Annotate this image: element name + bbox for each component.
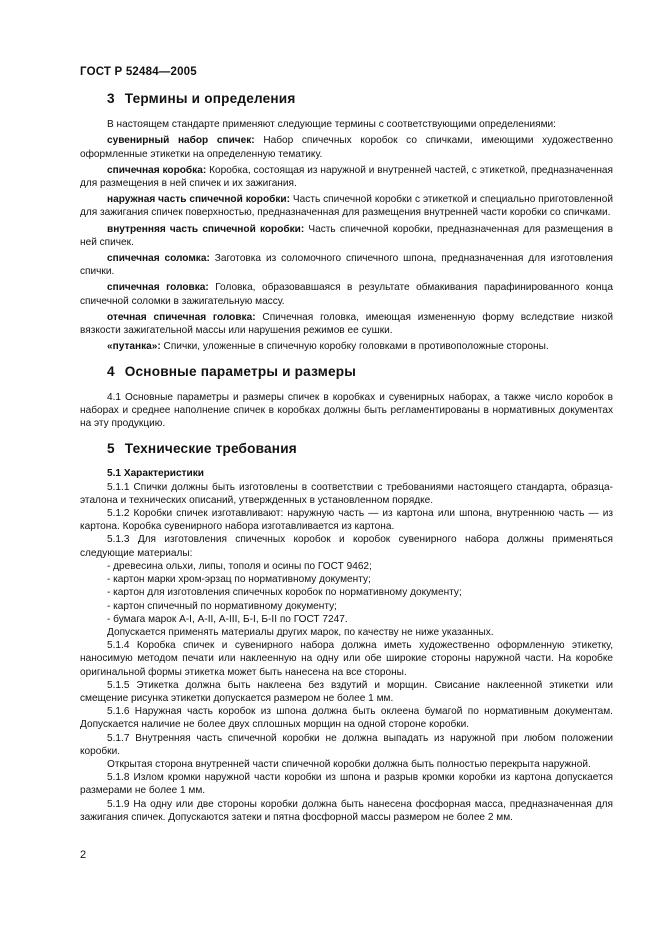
clause-5-1-9: 5.1.9 На одну или две стороны коробки должна быть нанесена фосфорная масса, предназначенная для зажигания спичек. Допускаются затеки и пятна фосфорной массы размером не более 2 мм. (80, 798, 613, 823)
term-definition (80, 252, 613, 278)
clause-5-1-4: 5.1.4 Коробка спичек и сувенирного набора должна иметь художественно оформленную этикетку, наносимую методом печати или наклеенную на одну или обе широкие стороны наружной части. На коробке оригинальной формы этикетка может быть нанесена на все стороны. (80, 640, 613, 678)
section-3-heading (80, 92, 613, 105)
list-item: - картон спичечный по нормативному документу; (107, 600, 337, 612)
clause-5-1-7: 5.1.7 Внутренняя часть спичечной коробки не должна выпадать из наружной при любом положении коробки. (80, 732, 613, 757)
term-definition (80, 311, 613, 337)
term: спичечная головка: (107, 282, 209, 294)
section-number: 5 (107, 441, 115, 457)
term: спичечная соломка: (107, 253, 210, 265)
clause-5-1-2: 5.1.2 Коробки спичек изготавливают: наружную часть — из картона или шпона, внутреннюю часть — из картона. Коробка сувенирного набора изготавливается из картона. (80, 508, 613, 533)
definition: Набор спичечных коробок со спичками, имеющими художественно оформленные этикетки на определенную тематику. (80, 135, 613, 160)
subsection-5-1-heading: 5.1 Характеристики (107, 468, 204, 480)
section-3-intro: В настоящем стандарте применяют следующие термины с соответствующими определениями: (107, 119, 556, 131)
clause-5-1-3: 5.1.3 Для изготовления спичечных коробок и коробок сувенирного набора должны применяться следующие материалы: (80, 534, 613, 559)
term-definition (80, 340, 613, 353)
clause-5-1-8: 5.1.8 Излом кромки наружной части коробки из шпона и разрыв кромки коробки из картона допускается размерами не более 1 мм. (80, 772, 613, 797)
definition: Часть спичечной коробки с этикеткой и специально приготовленной для зажигания спичек поверхностью, предназначенная для размещения внутренней части коробки со спичками. (80, 194, 613, 219)
term: внутренняя часть спичечной коробки: (107, 223, 305, 235)
section-4-heading (80, 365, 613, 378)
term: спичечная коробка: (107, 164, 207, 176)
clause-5-1-5: 5.1.5 Этикетка должна быть наклеена без вздутий и морщин. Свисание наклеенной этикетки или смещение рисунка этикетки допускается размером не более 1 мм. (80, 679, 613, 704)
definition: Коробка, состоящая из наружной и внутренней частей, с этикеткой, предназначенная для размещения в ней спичек и их зажигания. (80, 164, 613, 190)
materials-list (80, 560, 613, 626)
list-item: - картон марки хром-эрзац по нормативному документу; (107, 574, 371, 586)
list-item: - древесина ольхи, липы, тополя и осины по ГОСТ 9462; (107, 560, 372, 572)
section-title: Основные параметры и размеры (124, 364, 357, 380)
page-number: 2 (80, 849, 87, 861)
definition: Часть спичечной коробки, предназначенная для размещения в ней спичек. (80, 223, 613, 248)
term: наружная часть спичечной коробки: (107, 194, 290, 206)
clause-5-1-7-note: Открытая сторона внутренней части спичечной коробки должна быть полностью перекрыта наружной. (107, 758, 591, 770)
list-item: - бумага марок А-I, А-II, А-III, Б-I, Б-II по ГОСТ 7247. (107, 613, 348, 625)
clause-5-1-1: 5.1.1 Спички должны быть изготовлены в соответствии с требованиями настоящего стандарта, образца-эталона и технических описаний, утвержденных в установленном порядке. (80, 481, 613, 506)
section-title: Термины и определения (124, 91, 296, 106)
document-body (80, 92, 613, 824)
section-number: 3 (107, 91, 115, 106)
definition: Спички, уложенные в спичечную коробку головками в противоположные стороны. (160, 341, 549, 353)
term-definition (80, 193, 613, 219)
section-title: Технические требования (124, 441, 297, 457)
term-definition (80, 223, 613, 249)
clause-4-1: 4.1 Основные параметры и размеры спичек в коробках и сувенирных наборах, а также число коробок в наборах и среднее наполнение спичек в коробках должны быть регламентированы в нормативных документах на эту продукцию. (80, 391, 613, 430)
definition: Заготовка из соломочного спичечного шпона, предназначенная для изготовления спички. (80, 253, 613, 278)
section-number: 4 (107, 364, 115, 380)
definition: Головка, образовавшаяся в результате обмакивания парафинированного конца спичечной соломки в зажигательную массу. (80, 282, 613, 307)
list-item: - картон для изготовления спичечных коробок по нормативному документу; (107, 587, 462, 599)
section-5-heading (80, 442, 613, 455)
term: отечная спичечная головка: (107, 311, 256, 323)
definition: Спичечная головка, имеющая измененную форму вследствие низкой вязкости зажигательной массы или нарушения режимов ее сушки. (80, 311, 613, 337)
term: сувенирный набор спичек: (107, 135, 255, 147)
document-header: ГОСТ Р 52484—2005 (80, 66, 197, 78)
term: «путанка»: (107, 341, 161, 353)
term-definition (80, 134, 613, 160)
clause-5-1-3-note: Допускается применять материалы других марок, по качеству не ниже указанных. (107, 626, 494, 638)
clause-5-1-6: 5.1.6 Наружная часть коробок из шпона должна быть оклеена бумагой по нормативным документам. Допускается наличие не более двух сплошных морщин на одной стороне коробки. (80, 706, 613, 731)
term-definition (80, 281, 613, 307)
term-definition (80, 164, 613, 190)
